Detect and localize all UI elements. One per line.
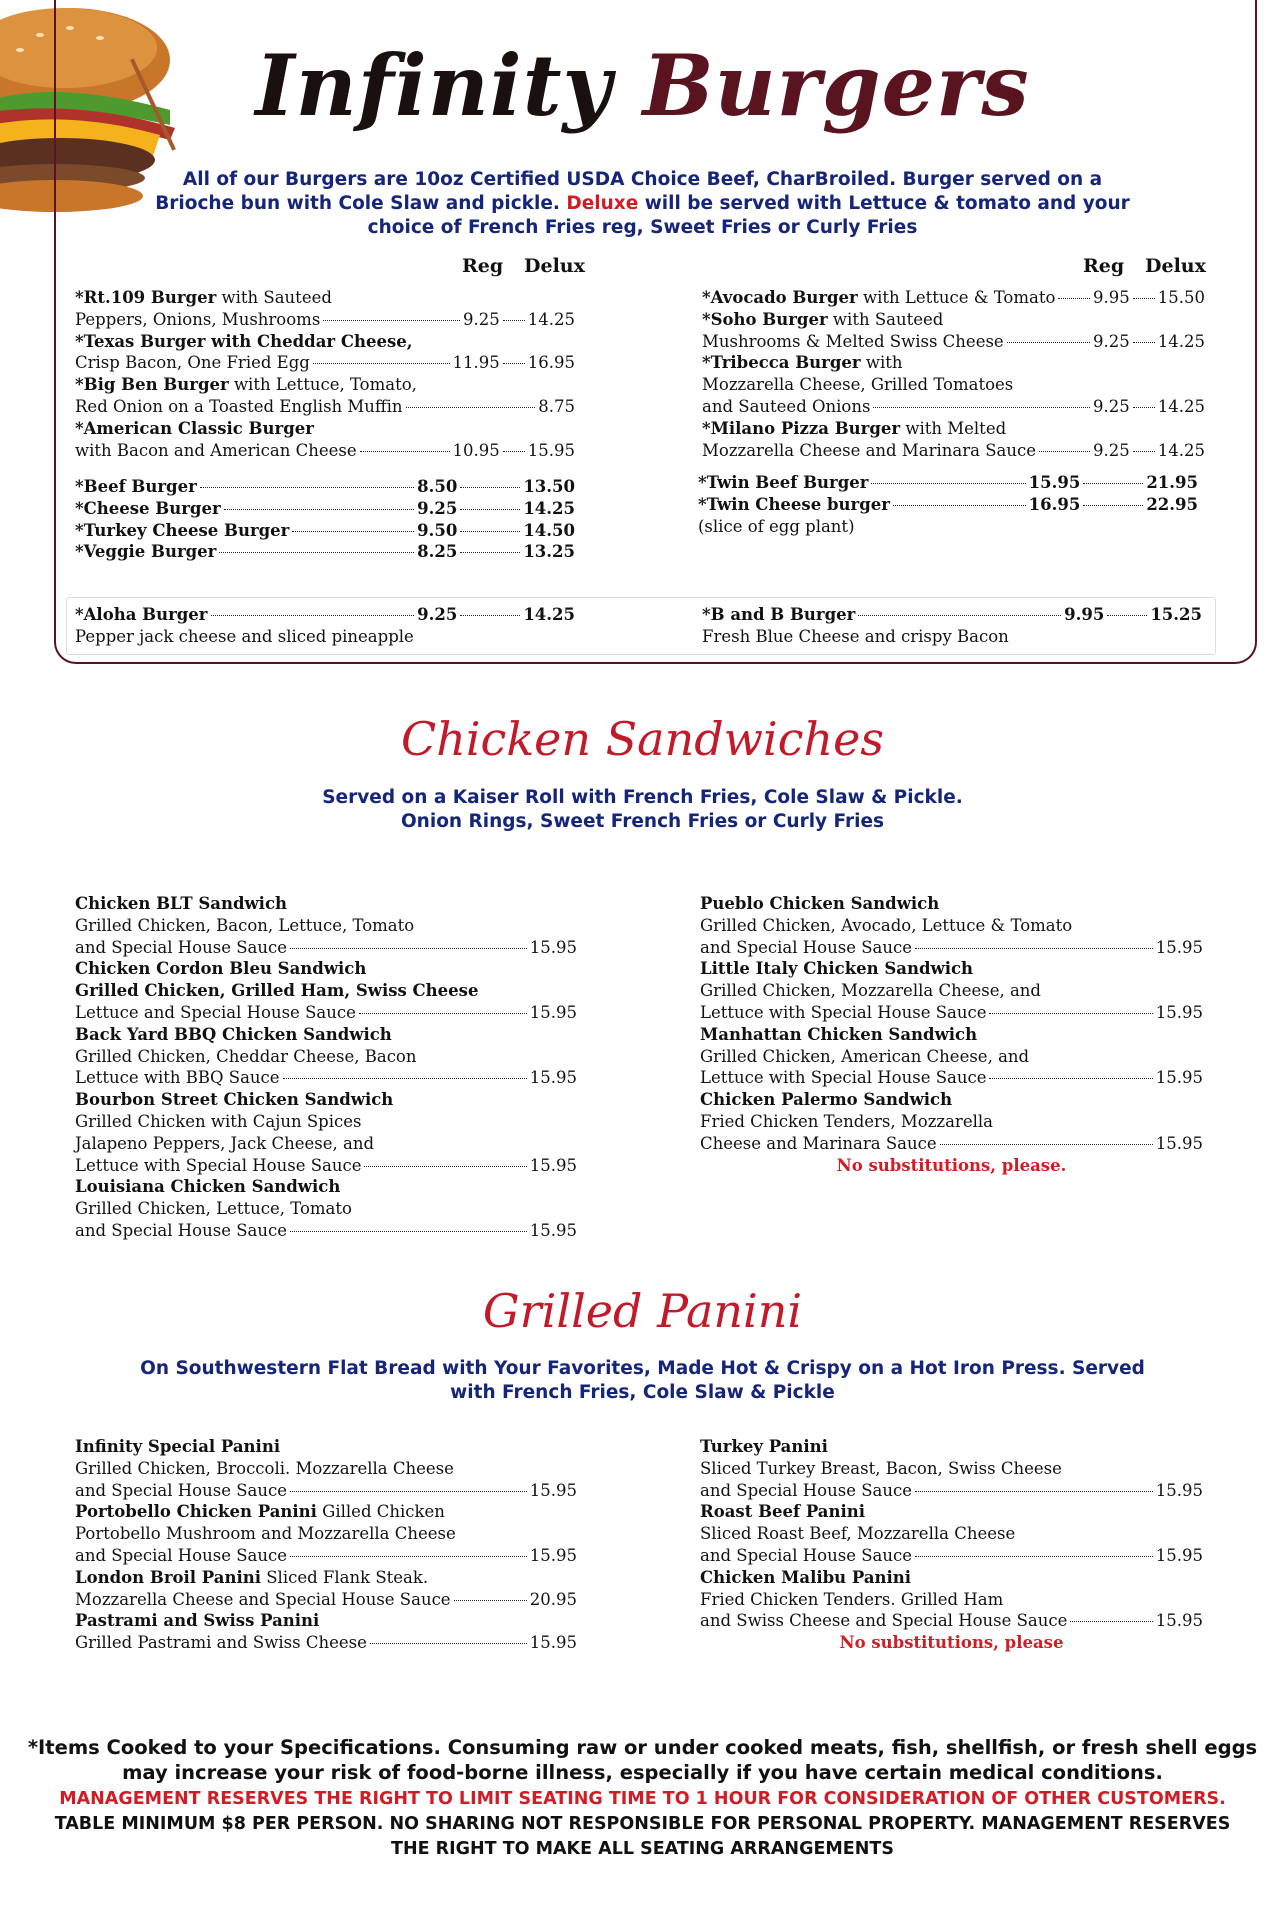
panini-right <box>700 1436 1203 1654</box>
menu-line: Fried Chicken Tenders. Grilled Ham <box>700 1589 1004 1609</box>
menu-line: and Sauteed Onions 9.25 14.25 <box>702 396 1205 416</box>
menu-line: Portobello Mushroom and Mozzarella Cheese <box>75 1524 456 1544</box>
col-reg-right: Reg <box>1083 255 1125 277</box>
menu-line: *Twin Beef Burger 15.95 21.95 <box>698 473 1198 492</box>
menu-line: Grilled Pastrami and Swiss Cheese 15.95 <box>75 1633 577 1653</box>
chicken-left <box>75 893 577 1242</box>
footer-management: MANAGEMENT RESERVES THE RIGHT TO LIMIT SEATING TIME TO 1 HOUR FOR CONSIDERATION OF OTHER CUSTOMERS. <box>59 1789 1226 1809</box>
menu-line: Grilled Chicken, Grilled Ham, Swiss Cheese <box>75 981 479 1001</box>
menu-line: Peppers, Onions, Mushrooms 9.25 14.25 <box>75 309 575 329</box>
menu-line: Pepper jack cheese and sliced pineapple <box>75 626 414 646</box>
menu-line: *Texas Burger with Cheddar Cheese, <box>75 331 413 351</box>
menu-line: Fried Chicken Tenders, Mozzarella <box>700 1111 993 1131</box>
bb-burger <box>702 604 1202 648</box>
menu-line: Cheese and Marinara Sauce 15.95 <box>700 1133 1203 1153</box>
menu-line: *Aloha Burger 9.25 14.25 <box>75 605 575 624</box>
menu-line: *Turkey Cheese Burger 9.50 14.50 <box>75 520 575 540</box>
menu-line: Grilled Chicken, American Cheese, and <box>700 1046 1030 1066</box>
menu-line: Lettuce with BBQ Sauce 15.95 <box>75 1068 577 1088</box>
chicken-sub: Served on a Kaiser Roll with French Fries, Cole Slaw & Pickle. Onion Rings, Sweet French Fries or Curly Fries <box>322 787 963 832</box>
menu-line: Red Onion on a Toasted English Muffin 8.75 <box>75 396 575 416</box>
menu-item-name: Turkey Panini <box>700 1437 828 1456</box>
menu-line: Sliced Turkey Breast, Bacon, Swiss Cheese <box>700 1458 1062 1478</box>
menu-line: Lettuce with Special House Sauce 15.95 <box>700 1002 1203 1022</box>
menu-line: Lettuce and Special House Sauce 15.95 <box>75 1002 577 1022</box>
menu-line: *Beef Burger 8.50 13.50 <box>75 477 575 496</box>
menu-line: Mozzarella Cheese and Special House Sauce 20.95 <box>75 1589 577 1609</box>
menu-line: and Special House Sauce 15.95 <box>75 937 577 957</box>
menu-line: *Milano Pizza Burger with Melted <box>702 418 1007 438</box>
menu-line: *Twin Cheese burger 16.95 22.95 <box>698 494 1198 514</box>
menu-line: *Avocado Burger with Lettuce & Tomato 9.95 15.50 <box>702 288 1205 307</box>
menu-line: Grilled Chicken, Cheddar Cheese, Bacon <box>75 1046 417 1066</box>
col-reg-left: Reg <box>462 255 504 277</box>
menu-line: *American Classic Burger <box>75 418 314 438</box>
menu-line: Mozzarella Cheese, Grilled Tomatoes <box>702 375 1014 395</box>
menu-item-name: Roast Beef Panini <box>700 1502 866 1522</box>
aloha-burger <box>75 604 575 648</box>
menu-line: Grilled Chicken, Broccoli. Mozzarella Cheese <box>75 1458 454 1478</box>
menu-item-name: Chicken Palermo Sandwich <box>700 1090 953 1110</box>
menu-line: *Veggie Burger 8.25 13.25 <box>75 542 575 562</box>
menu-line: Grilled Chicken, Avocado, Lettuce & Tomato <box>700 915 1073 935</box>
menu-line: *Cheese Burger 9.25 14.25 <box>75 498 575 518</box>
menu-item-name: Manhattan Chicken Sandwich <box>700 1024 978 1044</box>
menu-line: *Rt.109 Burger with Sauteed <box>75 288 332 307</box>
no-substitutions-note: No substitutions, please. <box>836 1155 1067 1175</box>
menu-line: *B and B Burger 9.95 15.25 <box>702 605 1202 624</box>
menu-line: Crisp Bacon, One Fried Egg 11.95 16.95 <box>75 353 575 373</box>
menu-line: and Special House Sauce 15.95 <box>75 1480 577 1500</box>
menu-line: Jalapeno Peppers, Jack Cheese, and <box>75 1133 375 1153</box>
menu-item-name: Back Yard BBQ Chicken Sandwich <box>75 1024 392 1044</box>
burgers-left <box>75 287 575 461</box>
footer-policy: TABLE MINIMUM $8 PER PERSON. NO SHARING NOT RESPONSIBLE FOR PERSONAL PROPERTY. MANAGEMENT RESERVES THE RIGHT TO MAKE ALL SEATING ARRANGEMENTS <box>54 1814 1231 1859</box>
menu-line: Mozzarella Cheese and Marinara Sauce 9.25 14.25 <box>702 440 1205 460</box>
menu-line: *Big Ben Burger with Lettuce, Tomato, <box>75 375 417 395</box>
panini-title: Grilled Panini <box>482 1284 803 1338</box>
burgers-right <box>702 287 1205 461</box>
burger-intro: All of our Burgers are 10oz Certified USDA Choice Beef, CharBroiled. Burger served on a Brioche bun with Cole Slaw and pickle. Deluxe will be served with Lettuce & tomato and your choice of French Fries reg, Sweet Fries or Curly Fries <box>155 169 1130 238</box>
burgers-left-simple <box>75 476 575 563</box>
menu-item-name: Chicken Malibu Panini <box>700 1567 912 1587</box>
menu-item-name: Pueblo Chicken Sandwich <box>700 894 940 913</box>
menu-line: *Tribecca Burger with <box>702 353 903 373</box>
menu-line: and Special House Sauce 15.95 <box>700 937 1203 957</box>
menu-item-name: Portobello Chicken Panini Gilled Chicken <box>75 1502 445 1522</box>
menu-line: and Special House Sauce 15.95 <box>75 1545 577 1565</box>
menu-line: Grilled Chicken, Lettuce, Tomato <box>75 1199 352 1219</box>
menu-line: *Soho Burger with Sauteed <box>702 309 944 329</box>
page-title: Infinity Burgers <box>255 36 1030 135</box>
no-substitutions-note: No substitutions, please <box>839 1633 1064 1653</box>
burgers-right-simple <box>698 472 1198 537</box>
menu-line: and Special House Sauce 15.95 <box>700 1480 1203 1500</box>
menu-item-name: London Broil Panini Sliced Flank Steak. <box>75 1567 429 1587</box>
menu-line: Mushrooms & Melted Swiss Cheese 9.25 14.25 <box>702 331 1205 351</box>
panini-left <box>75 1436 577 1654</box>
menu-line: and Special House Sauce 15.95 <box>75 1220 577 1240</box>
chicken-title: Chicken Sandwiches <box>401 712 884 766</box>
menu-line: Lettuce with Special House Sauce 15.95 <box>700 1068 1203 1088</box>
menu-line: Fresh Blue Cheese and crispy Bacon <box>702 626 1009 646</box>
menu-item-name: Chicken Cordon Bleu Sandwich <box>75 959 367 979</box>
chicken-right <box>700 893 1203 1176</box>
menu-item-name: Pastrami and Swiss Panini <box>75 1611 320 1631</box>
menu-line: Lettuce with Special House Sauce 15.95 <box>75 1155 577 1175</box>
footer-disclaimer: *Items Cooked to your Specifications. Consuming raw or under cooked meats, fish, shellfish, or fresh shell eggs may increase your risk of food-borne illness, especially if you have certain medical conditions. <box>27 1736 1258 1784</box>
menu-line: Grilled Chicken, Mozzarella Cheese, and <box>700 981 1041 1001</box>
menu-item-name: Louisiana Chicken Sandwich <box>75 1177 341 1197</box>
menu-line: Grilled Chicken with Cajun Spices <box>75 1111 362 1131</box>
menu-line: and Special House Sauce 15.95 <box>700 1545 1203 1565</box>
col-delux-left: Delux <box>524 255 585 277</box>
menu-line: Grilled Chicken, Bacon, Lettuce, Tomato <box>75 915 415 935</box>
menu-item-name: Infinity Special Panini <box>75 1437 281 1456</box>
menu-item-name: Little Italy Chicken Sandwich <box>700 959 974 979</box>
menu-item-name: Chicken BLT Sandwich <box>75 894 287 913</box>
menu-line: with Bacon and American Cheese 10.95 15.95 <box>75 440 575 460</box>
col-delux-right: Delux <box>1145 255 1206 277</box>
menu-line: Sliced Roast Beef, Mozzarella Cheese <box>700 1524 1016 1544</box>
menu-note: (slice of egg plant) <box>698 516 855 536</box>
panini-sub: On Southwestern Flat Bread with Your Favorites, Made Hot & Crispy on a Hot Iron Press. Served with French Fries, Cole Slaw & Pickle <box>140 1358 1145 1403</box>
menu-line: and Swiss Cheese and Special House Sauce 15.95 <box>700 1611 1203 1631</box>
menu-item-name: Bourbon Street Chicken Sandwich <box>75 1090 394 1110</box>
